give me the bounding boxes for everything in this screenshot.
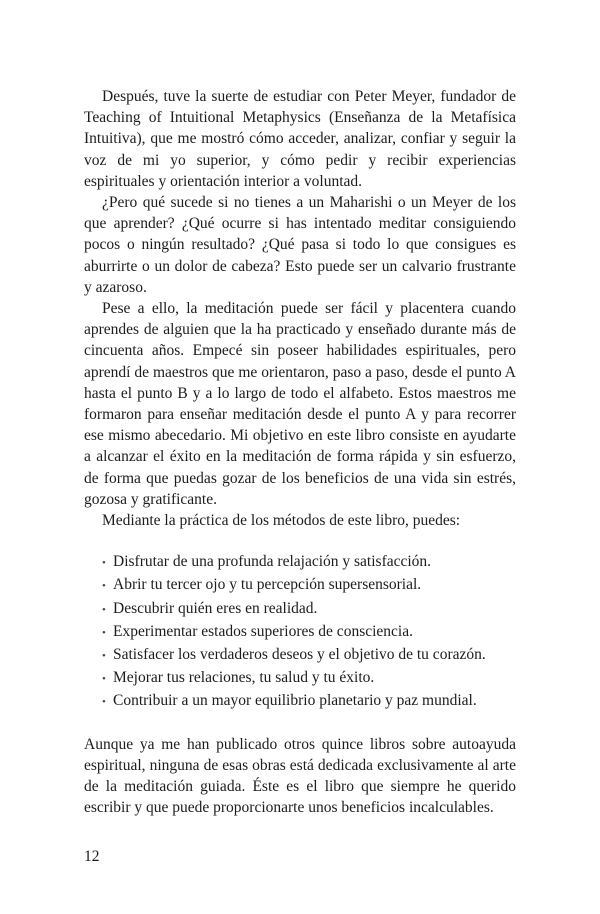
- bullet-icon: •: [102, 580, 106, 593]
- bullet-icon: •: [102, 650, 106, 663]
- paragraph-questions: ¿Pero qué sucede si no tienes a un Maharishi o un Meyer de los que aprender? ¿Qué ocurre si has intentado meditar consiguiendo pocos o ningún resultado? ¿Qué pasa si todo lo que consigues es aburrirte o un dolor de cabeza? Esto puede ser un calvario frustrante y azaroso.: [84, 194, 516, 296]
- list-item: [102, 644, 516, 667]
- bullet-icon: •: [102, 696, 106, 709]
- list-item-text: Contribuir a un mayor equilibrio planetario y paz mundial.: [113, 692, 477, 710]
- paragraph-meditation-easy: Pese a ello, la meditación puede ser fácil y placentera cuando aprendes de alguien que la ha practicado y enseñado durante más de cincuenta años. Empecé sin poseer habilidades espirituales, pero aprendí de maestros que me orientaron, paso a paso, desde el punto A hasta el punto B y a lo largo de todo el alfabeto. Estos maestros me formaron para enseñar meditación desde el punto A y para recorrer ese mismo abecedario. Mi objetivo en este libro consiste en ayudarte a alcanzar el éxito en la meditación de forma rápida y sin esfuerzo, de forma que puedas gozar de los beneficios de una vida sin estrés, gozosa y gratificante.: [84, 300, 516, 508]
- bullet-icon: •: [102, 557, 106, 570]
- list-item-text: Experimentar estados superiores de consciencia.: [113, 622, 413, 640]
- list-item: [102, 551, 516, 574]
- list-item-text: Descubrir quién eres en realidad.: [113, 599, 318, 617]
- page-number: 12: [84, 848, 100, 865]
- list-item: [102, 667, 516, 690]
- paragraph-peter-meyer: Después, tuve la suerte de estudiar con Peter Meyer, fundador de Teaching of Intuitional Metaphysics (Enseñanza de la Metafísica Intuitiva), que me mostró cómo acceder, analizar, confiar y seguir la voz de mi yo superior, y cómo pedir y recibir experiencias espirituales y orientación interior a voluntad.: [84, 88, 516, 190]
- list-item: [102, 574, 516, 597]
- list-item-text: Satisfacer los verdaderos deseos y el objetivo de tu corazón.: [113, 646, 486, 664]
- list-item-text: Abrir tu tercer ojo y tu percepción supersensorial.: [113, 576, 422, 594]
- paragraph-benefits-intro: Mediante la práctica de los métodos de este libro, puedes:: [102, 512, 461, 530]
- list-item: [102, 598, 516, 621]
- bullet-icon: •: [102, 626, 106, 639]
- benefits-list: [84, 551, 516, 713]
- paragraph-closing: Aunque ya me han publicado otros quince libros sobre autoayuda espiritual, ninguna de esas obras está dedicada exclusivamente al arte de la meditación guiada. Éste es el libro que siempre he querido escribir y que puede proporcionarte unos beneficios incalculables.: [84, 735, 516, 817]
- bullet-icon: •: [102, 673, 106, 686]
- list-item: [102, 621, 516, 644]
- page-body: [84, 86, 516, 819]
- list-item: [102, 690, 516, 713]
- list-item-text: Disfrutar de una profunda relajación y satisfacción.: [113, 553, 432, 571]
- list-item-text: Mejorar tus relaciones, tu salud y tu éxito.: [113, 669, 375, 687]
- bullet-icon: •: [102, 603, 106, 616]
